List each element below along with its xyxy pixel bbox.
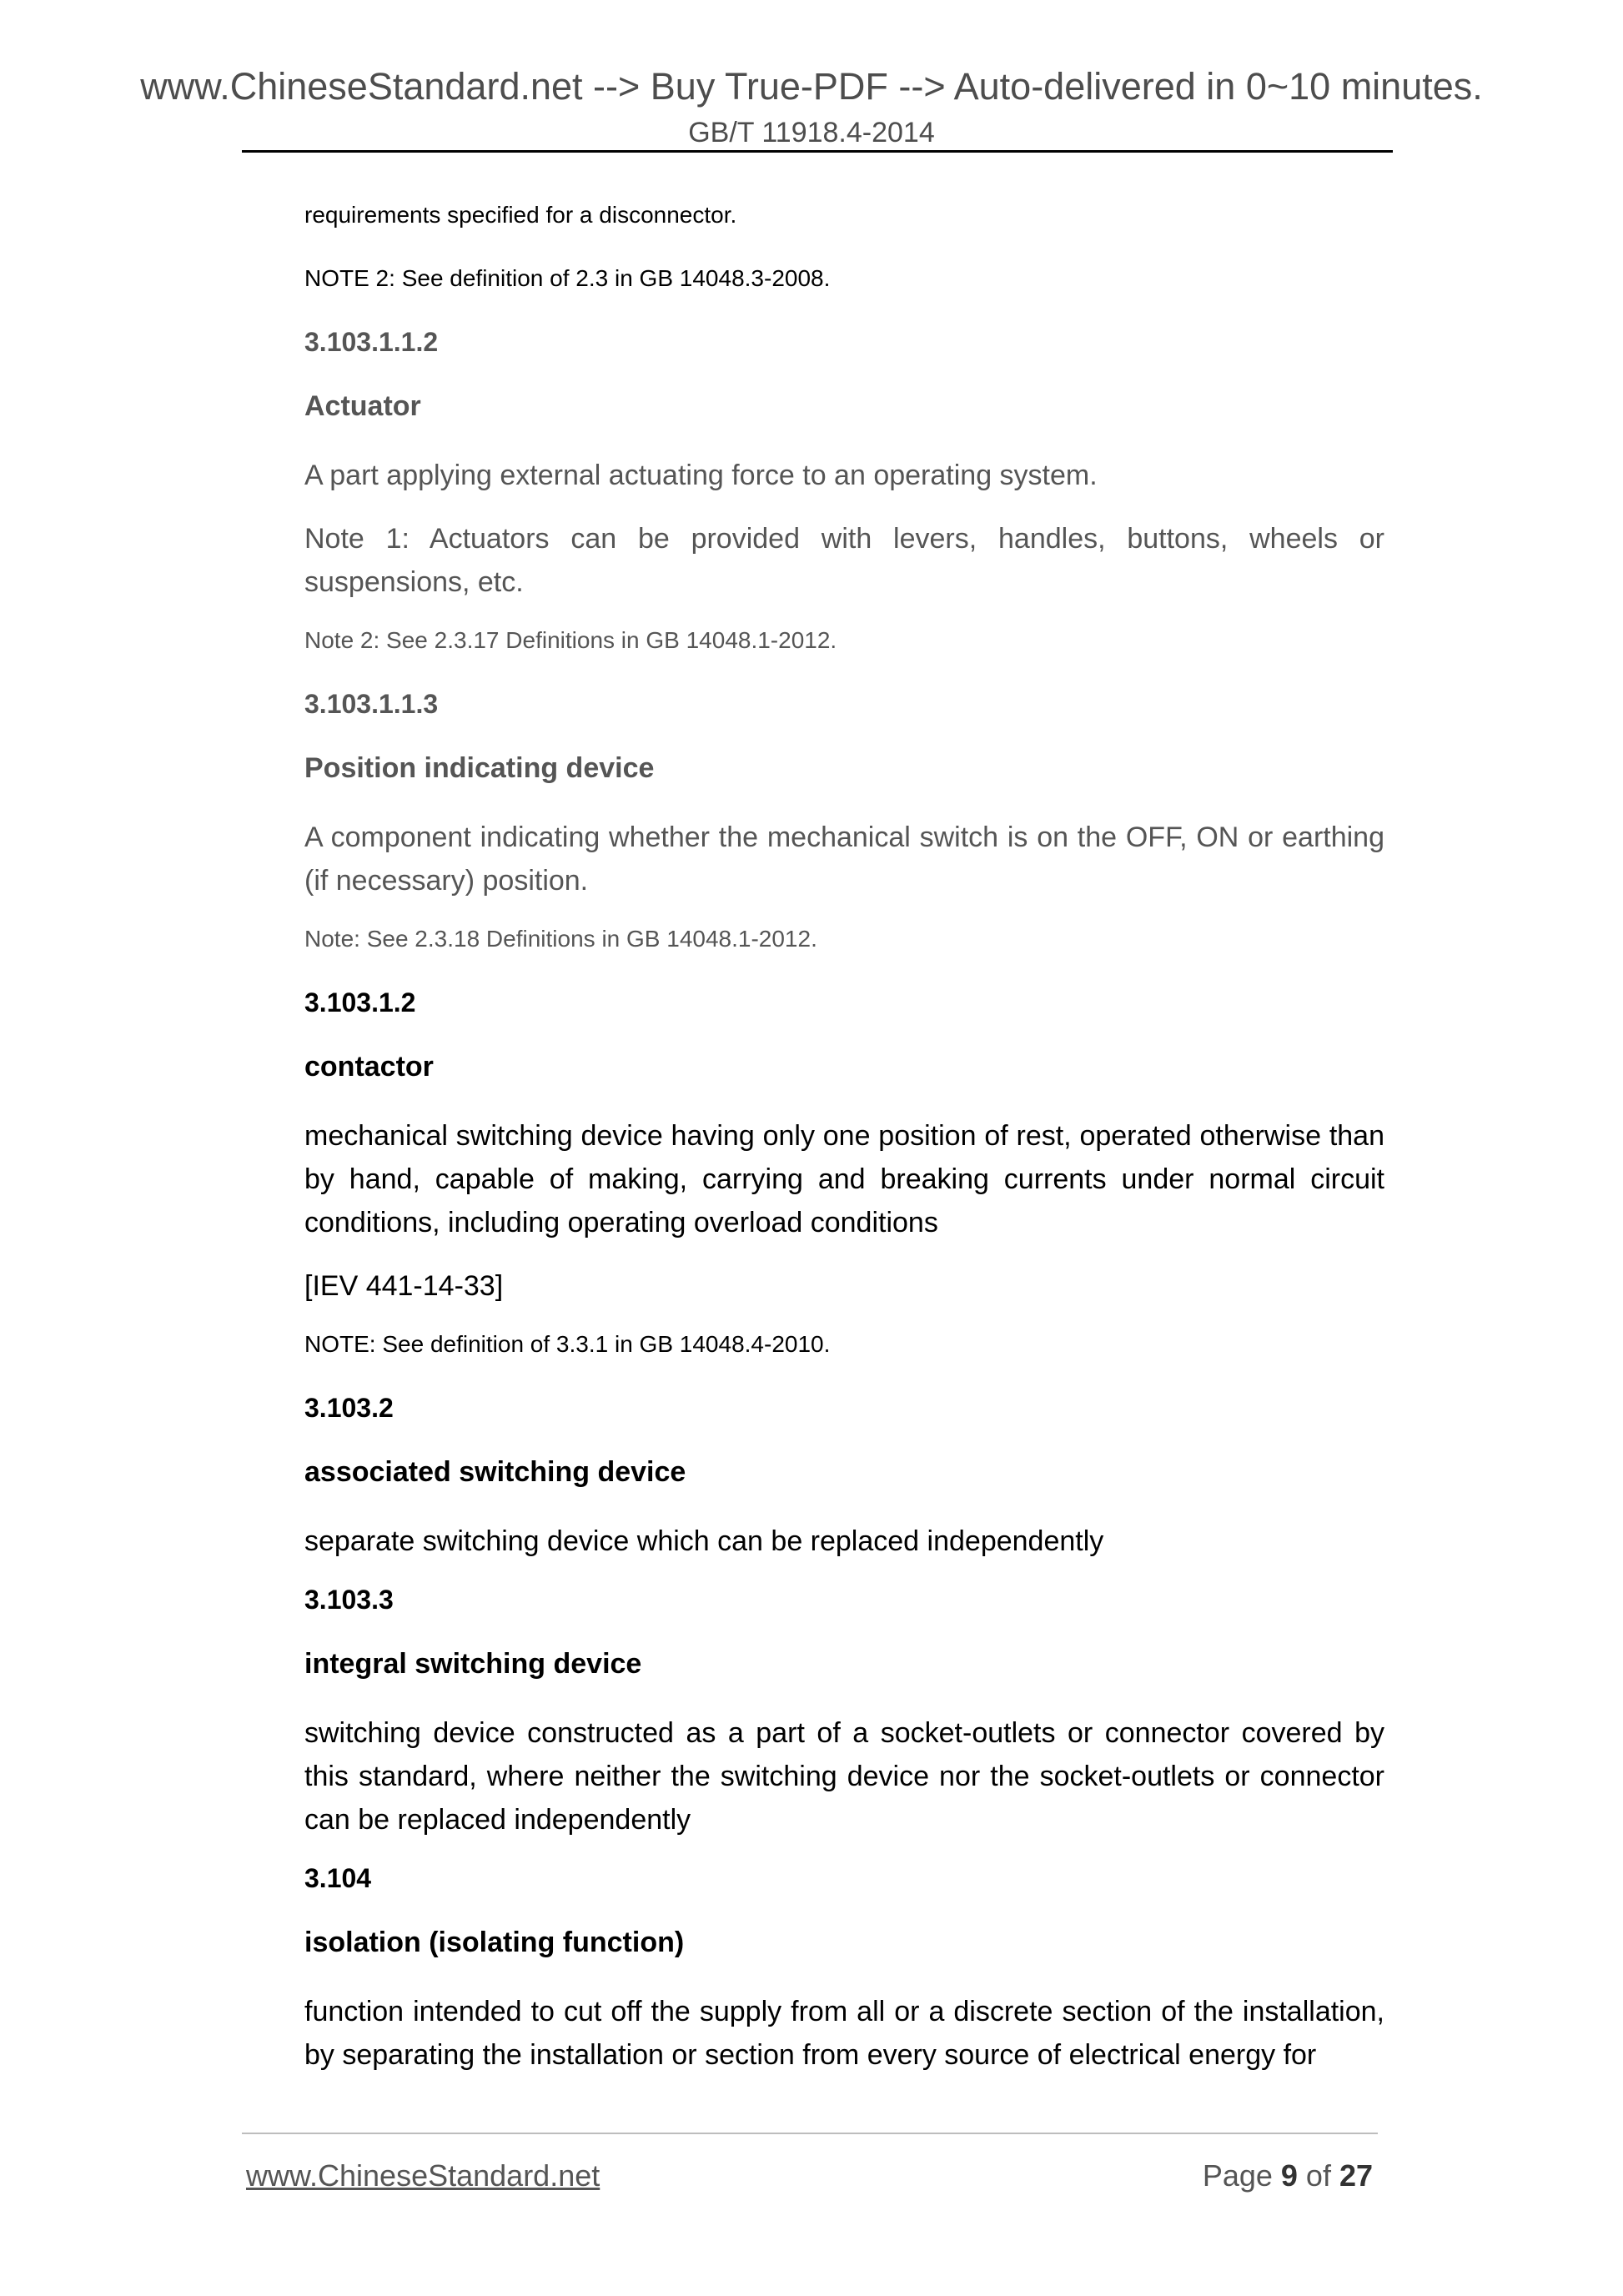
definition: separate switching device which can be replaced independently (304, 1525, 1104, 1557)
page-separator: of (1297, 2158, 1339, 2193)
clause-number: 3.103.2 (304, 1393, 394, 1423)
term-title: Actuator (304, 390, 421, 422)
definition: A component indicating whether the mechanical switch is on the OFF, ON or earthing (if necessary) position. (304, 821, 1384, 897)
paragraph: requirements specified for a disconnector. (304, 202, 737, 228)
note: NOTE: See definition of 3.3.1 in GB 14048.4-2010. (304, 1331, 831, 1357)
page-content (304, 198, 1384, 2097)
term-title: isolation (isolating function) (304, 1927, 685, 1958)
note: Note 2: See 2.3.17 Definitions in GB 14048.1-2012. (304, 627, 837, 653)
header-divider (242, 150, 1393, 153)
definition: switching device constructed as a part of a socket-outlets or connector covered by this standard, where neither the switching device nor the socket-outlets or connector can be replaced independently (304, 1717, 1384, 1836)
current-page: 9 (1280, 2158, 1298, 2193)
term-title: integral switching device (304, 1648, 642, 1680)
definition: function intended to cut off the supply from all or a discrete section of the installation, by separating the installation or section from every source of electrical energy for (304, 1996, 1384, 2071)
footer-divider (242, 2133, 1378, 2134)
reference: [IEV 441-14-33] (304, 1270, 504, 1302)
page-prefix: Page (1202, 2158, 1281, 2193)
page-number (1203, 2158, 1373, 2193)
footer-website-link[interactable]: www.ChineseStandard.net (246, 2158, 600, 2193)
header-banner: www.ChineseStandard.net --> Buy True-PDF --> Auto-delivered in 0~10 minutes. (140, 65, 1483, 108)
note: Note 1: Actuators can be provided with levers, handles, buttons, wheels or suspensions, etc. (304, 523, 1384, 598)
clause-number: 3.103.1.1.2 (304, 327, 439, 357)
note: Note: See 2.3.18 Definitions in GB 14048.1-2012. (304, 926, 817, 952)
term-title: associated switching device (304, 1456, 686, 1488)
term-title: contactor (304, 1051, 434, 1083)
definition: A part applying external actuating force to an operating system. (304, 460, 1098, 491)
total-pages: 27 (1339, 2158, 1373, 2193)
definition: mechanical switching device having only one position of rest, operated otherwise than by hand, capable of making, carrying and breaking currents under normal circuit conditions, including operating overload conditions (304, 1120, 1384, 1238)
document-id: GB/T 11918.4-2014 (688, 117, 935, 148)
clause-number: 3.103.3 (304, 1585, 394, 1615)
note: NOTE 2: See definition of 2.3 in GB 14048.3-2008. (304, 265, 831, 291)
clause-number: 3.103.1.2 (304, 987, 416, 1017)
term-title: Position indicating device (304, 752, 655, 784)
clause-number: 3.103.1.1.3 (304, 689, 439, 719)
clause-number: 3.104 (304, 1863, 372, 1893)
